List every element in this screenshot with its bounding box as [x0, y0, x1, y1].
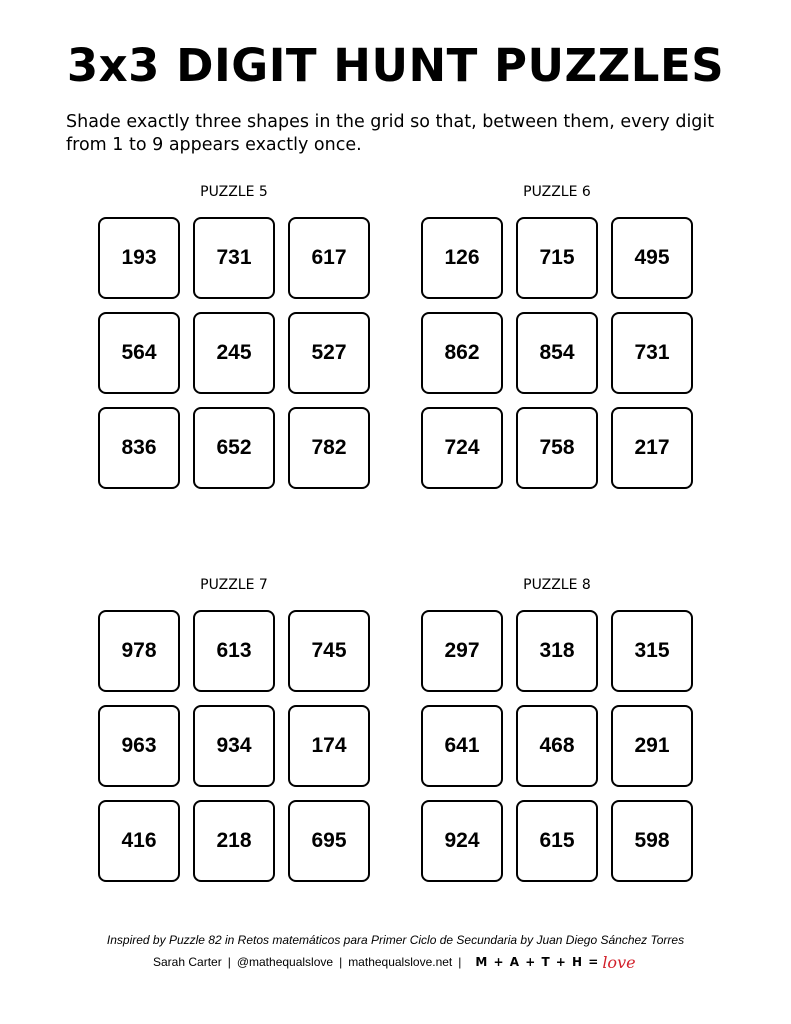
puzzle-cell[interactable]: 174: [288, 705, 370, 787]
puzzle-cell[interactable]: 598: [611, 800, 693, 882]
separator: |: [458, 955, 462, 969]
puzzle-grid: [421, 610, 697, 886]
puzzle-cell[interactable]: 617: [288, 217, 370, 299]
puzzle-cell[interactable]: 416: [98, 800, 180, 882]
puzzle-label: PUZZLE 7: [200, 577, 268, 593]
puzzle-cell[interactable]: 495: [611, 217, 693, 299]
puzzle-cell[interactable]: 468: [516, 705, 598, 787]
website-link[interactable]: mathequalslove.net: [348, 955, 453, 969]
puzzle-cell[interactable]: 615: [516, 800, 598, 882]
social-handle[interactable]: @mathequalslove: [236, 955, 334, 969]
puzzle-cell[interactable]: 695: [288, 800, 370, 882]
logo-love-script: love: [602, 952, 636, 972]
credit-line: Inspired by Puzzle 82 in Retos matemáticos para Primer Ciclo de Secundaria by Juan Diego Sánchez Torres: [106, 933, 685, 947]
brand-logo: [475, 953, 635, 972]
puzzle-cell[interactable]: 217: [611, 407, 693, 489]
puzzle-cell[interactable]: 218: [193, 800, 275, 882]
puzzle-cell[interactable]: 527: [288, 312, 370, 394]
puzzle-cell[interactable]: 836: [98, 407, 180, 489]
puzzle-cell[interactable]: 318: [516, 610, 598, 692]
puzzle-cell[interactable]: 613: [193, 610, 275, 692]
puzzle-cell[interactable]: 758: [516, 407, 598, 489]
puzzle-cell[interactable]: 745: [288, 610, 370, 692]
puzzle-cell[interactable]: 564: [98, 312, 180, 394]
puzzle-cell[interactable]: 731: [193, 217, 275, 299]
puzzle-cell[interactable]: 862: [421, 312, 503, 394]
puzzle-cell[interactable]: 731: [611, 312, 693, 394]
puzzle-label: PUZZLE 8: [523, 577, 591, 593]
puzzle-cell[interactable]: 297: [421, 610, 503, 692]
puzzle-cell[interactable]: 924: [421, 800, 503, 882]
puzzle-cell[interactable]: 641: [421, 705, 503, 787]
puzzle-cell[interactable]: 963: [98, 705, 180, 787]
puzzle-cell[interactable]: 315: [611, 610, 693, 692]
puzzle-cell[interactable]: 291: [611, 705, 693, 787]
puzzle-cell[interactable]: 724: [421, 407, 503, 489]
puzzle-cell[interactable]: 782: [288, 407, 370, 489]
instructions: Shade exactly three shapes in the grid so that, between them, every digit from 1 to 9 appears exactly once.: [66, 112, 715, 155]
puzzle-grid: [98, 217, 374, 493]
puzzle-cell[interactable]: 126: [421, 217, 503, 299]
puzzle-grid: [98, 610, 374, 886]
puzzle-cell[interactable]: 854: [516, 312, 598, 394]
puzzle-cell[interactable]: 652: [193, 407, 275, 489]
logo-text: M + A + T + H =: [475, 955, 600, 969]
puzzle-cell[interactable]: 978: [98, 610, 180, 692]
puzzle-label: PUZZLE 5: [200, 184, 268, 200]
page-title: 3x3 DIGIT HUNT PUZZLES: [66, 39, 725, 92]
puzzle-label: PUZZLE 6: [523, 184, 591, 200]
author-name: Sarah Carter: [153, 955, 222, 969]
footer: [153, 952, 636, 972]
puzzle-cell[interactable]: 715: [516, 217, 598, 299]
puzzle-cell[interactable]: 193: [98, 217, 180, 299]
separator: |: [339, 955, 343, 969]
separator: |: [227, 955, 231, 969]
puzzle-grid: [421, 217, 697, 493]
puzzle-cell[interactable]: 245: [193, 312, 275, 394]
puzzle-cell[interactable]: 934: [193, 705, 275, 787]
